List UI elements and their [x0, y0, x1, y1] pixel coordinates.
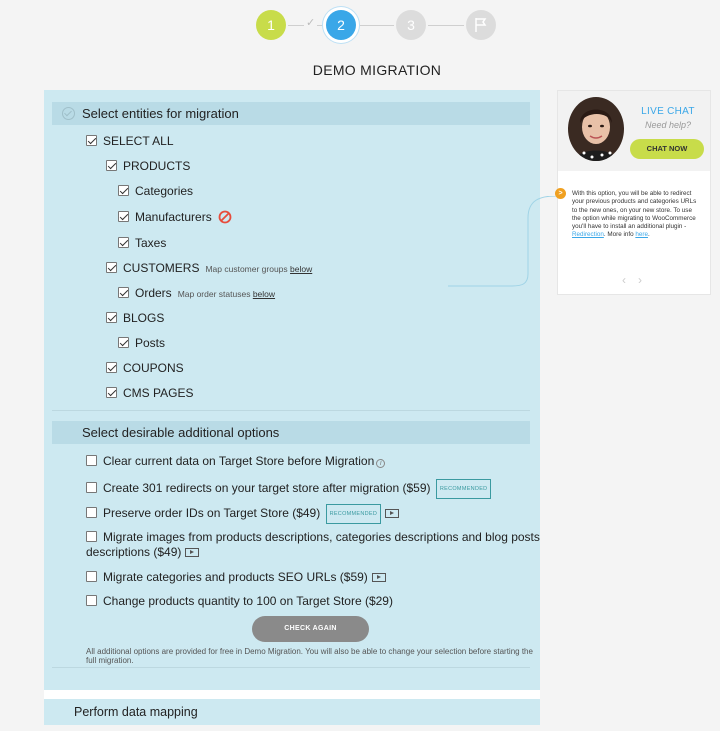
- step-2-active[interactable]: 2: [326, 10, 356, 40]
- coupons-label: COUPONS: [123, 361, 184, 375]
- products-label: PRODUCTS: [123, 159, 191, 173]
- chat-now-button[interactable]: CHAT NOW: [630, 139, 704, 159]
- customers-label: CUSTOMERS: [123, 261, 200, 275]
- recommended-badge: RECOMMENDED: [436, 479, 492, 499]
- quantity-label: Change products quantity to 100 on Target Store ($29): [103, 594, 393, 608]
- options-section-header: [52, 421, 530, 444]
- customers-hint: Map customer groups below: [205, 264, 313, 274]
- entities-section-header: [52, 102, 530, 125]
- video-icon[interactable]: [385, 509, 399, 518]
- preserve-ids-label: Preserve order IDs on Target Store ($49): [103, 506, 321, 520]
- entity-cms-pages[interactable]: [106, 385, 193, 401]
- panel-gap: [44, 690, 540, 699]
- help-sidebar: [557, 90, 711, 295]
- seo-urls-label: Migrate categories and products SEO URLs ($59): [103, 570, 368, 584]
- page-title: DEMO MIGRATION: [312, 62, 442, 78]
- quantity-checkbox[interactable]: [86, 595, 97, 606]
- cms-pages-checkbox[interactable]: [106, 387, 117, 398]
- entity-taxes[interactable]: [118, 235, 166, 251]
- migration-panel: [44, 90, 540, 690]
- products-checkbox[interactable]: [106, 160, 117, 171]
- clear-data-label: Clear current data on Target Store before Migration: [103, 454, 375, 468]
- posts-checkbox[interactable]: [118, 337, 129, 348]
- migrate-images-label-1: Migrate images from products descriptions, categories descriptions and blog posts: [103, 530, 540, 544]
- live-chat-title: LIVE CHAT: [641, 106, 695, 117]
- step-connector: [428, 25, 464, 26]
- need-help-text: Need help?: [644, 120, 692, 130]
- option-clear-data[interactable]: [86, 453, 385, 469]
- blogs-label: BLOGS: [123, 311, 165, 325]
- clear-data-checkbox[interactable]: [86, 455, 97, 466]
- select-all-checkbox[interactable]: [86, 135, 97, 146]
- cms-pages-label: CMS PAGES: [123, 386, 194, 400]
- orders-checkbox[interactable]: [118, 287, 129, 298]
- section-divider: [52, 667, 530, 668]
- video-icon[interactable]: [185, 548, 199, 557]
- option-redirects[interactable]: [86, 479, 491, 499]
- coupons-checkbox[interactable]: [106, 362, 117, 373]
- recommended-badge: RECOMMENDED: [326, 504, 382, 524]
- redirection-link[interactable]: Redirection: [572, 231, 604, 239]
- entity-products[interactable]: [106, 158, 190, 174]
- data-mapping-header[interactable]: Perform data mapping: [44, 699, 540, 725]
- option-migrate-images-cont: [86, 544, 199, 560]
- taxes-label: Taxes: [135, 236, 167, 250]
- video-icon[interactable]: [372, 573, 386, 582]
- taxes-checkbox[interactable]: [118, 237, 129, 248]
- step-connector: [358, 25, 394, 26]
- info-icon[interactable]: i: [376, 459, 385, 468]
- seo-urls-checkbox[interactable]: [86, 571, 97, 582]
- support-avatar: [568, 97, 624, 161]
- entity-coupons[interactable]: [106, 360, 184, 376]
- migrate-images-checkbox[interactable]: [86, 531, 97, 542]
- more-info-link[interactable]: here: [635, 231, 648, 239]
- migrate-images-label-2: descriptions ($49): [86, 545, 182, 559]
- support-agent-photo: [568, 97, 624, 161]
- live-chat-box: [558, 91, 710, 171]
- posts-label: Posts: [135, 336, 166, 350]
- categories-label: Categories: [135, 184, 194, 198]
- step-check-icon: ✓: [306, 17, 316, 29]
- options-footnote: All additional options are provided for free in Demo Migration. You will also be able to change your selection before starting the full migration.: [86, 647, 533, 665]
- orders-below-link[interactable]: below: [252, 289, 276, 299]
- step-finish: [466, 10, 496, 40]
- entity-manufacturers[interactable]: [118, 209, 232, 225]
- check-circle-icon: [62, 107, 75, 120]
- entity-select-all[interactable]: [86, 133, 174, 149]
- select-all-label: SELECT ALL: [103, 134, 174, 148]
- preserve-ids-checkbox[interactable]: [86, 507, 97, 518]
- redirects-checkbox[interactable]: [86, 482, 97, 493]
- blogs-checkbox[interactable]: [106, 312, 117, 323]
- option-seo-urls[interactable]: [86, 569, 386, 585]
- option-preserve-ids[interactable]: [86, 504, 399, 524]
- section-divider: [52, 410, 530, 411]
- tip-text: With this option, you will be able to redirect your previous products and categories URLs to the new ones, on your new store. To use the option while migrating to WooCommerce you'll have to install an additional plugin - Redirection. More info here.: [572, 190, 697, 239]
- manufacturers-label: Manufacturers: [135, 210, 212, 224]
- flag-icon: [473, 17, 489, 33]
- unavailable-icon: [218, 210, 232, 224]
- entity-orders[interactable]: [118, 285, 275, 301]
- customers-checkbox[interactable]: [106, 262, 117, 273]
- option-migrate-images[interactable]: [86, 529, 540, 545]
- orders-hint: Map order statuses below: [177, 289, 276, 299]
- migration-stepper: [256, 10, 506, 42]
- entity-customers[interactable]: [106, 260, 312, 276]
- entity-posts[interactable]: [118, 335, 165, 351]
- option-quantity[interactable]: [86, 593, 393, 609]
- entities-header-label: Select entities for migration: [82, 106, 239, 121]
- step-3: 3: [396, 10, 426, 40]
- tip-marker-icon: >: [555, 188, 566, 199]
- tip-prev-icon[interactable]: ‹: [622, 273, 626, 287]
- redirects-label: Create 301 redirects on your target store after migration ($59): [103, 481, 431, 495]
- entity-blogs[interactable]: [106, 310, 164, 326]
- check-again-button[interactable]: CHECK AGAIN: [252, 616, 369, 642]
- entity-categories[interactable]: [118, 183, 193, 199]
- manufacturers-checkbox[interactable]: [118, 211, 129, 222]
- tip-connector-line: [448, 196, 558, 288]
- orders-label: Orders: [135, 286, 172, 300]
- options-header-label: Select desirable additional options: [82, 425, 280, 440]
- categories-checkbox[interactable]: [118, 185, 129, 196]
- customers-below-link[interactable]: below: [290, 264, 313, 274]
- tip-next-icon[interactable]: ›: [638, 273, 642, 287]
- step-1[interactable]: 1: [256, 10, 286, 40]
